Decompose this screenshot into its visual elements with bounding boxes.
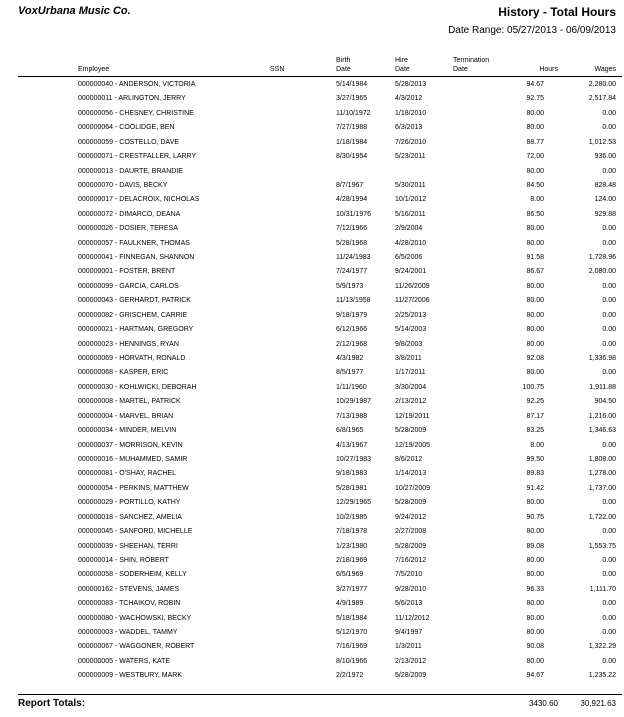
hours-cell: 80.00 [526, 239, 544, 247]
wages-cell: 0.00 [602, 657, 616, 665]
wages-cell: 1,012.53 [588, 138, 616, 146]
employee-cell: 000000081 - O'SHAY, RACHEL [78, 470, 176, 478]
wages-cell: 936.00 [594, 153, 616, 161]
employee-cell: 000000013 - DAURTE, BRANDIE [78, 167, 183, 175]
hire-date-cell: 3/8/2011 [395, 355, 422, 363]
hire-date-cell: 5/30/2011 [395, 181, 426, 189]
birth-date-cell: 7/27/1988 [336, 124, 368, 132]
report-title: History - Total Hours [498, 5, 616, 19]
table-row [0, 540, 624, 554]
employee-cell: 000000067 - WAGGONER, ROBERT [78, 643, 195, 651]
hire-date-cell: 5/6/2013 [395, 600, 423, 608]
hours-cell: 80.00 [526, 528, 544, 536]
birth-date-cell: 7/12/1966 [336, 225, 368, 233]
wages-cell: 0.00 [602, 571, 616, 579]
col-employee: Employee [78, 66, 110, 73]
wages-cell: 0.00 [602, 614, 616, 622]
employee-cell: 000000017 - DELACROIX, NICHOLAS [78, 196, 200, 204]
hours-cell: 80.00 [526, 109, 544, 117]
hours-cell: 80.00 [526, 326, 544, 334]
hire-date-cell: 1/3/2011 [395, 643, 422, 651]
birth-date-cell: 12/29/1965 [336, 499, 372, 507]
hours-cell: 83.25 [526, 427, 544, 435]
table-row [0, 92, 624, 106]
hours-cell: 80.00 [526, 499, 544, 507]
table-row [0, 237, 624, 251]
birth-date-cell: 7/13/1988 [336, 412, 368, 420]
birth-date-cell: 9/18/1983 [336, 470, 368, 478]
employee-cell: 000000029 - PORTILLO, KATHY [78, 499, 181, 507]
hours-cell: 80.00 [526, 225, 544, 233]
header-divider [18, 76, 622, 77]
hire-date-cell: 2/25/2013 [395, 311, 427, 319]
wages-cell: 1,111.70 [589, 585, 616, 593]
hours-cell: 80.00 [526, 600, 544, 608]
table-row [0, 640, 624, 654]
birth-date-cell: 11/10/1972 [336, 109, 371, 117]
hours-cell: 80.00 [526, 629, 544, 637]
hours-cell: 99.50 [526, 455, 544, 463]
report-totals-row [0, 697, 624, 711]
birth-date-cell: 8/5/1977 [336, 369, 364, 377]
table-row [0, 150, 624, 164]
employee-cell: 000000071 - CRESTFALLER, LARRY [78, 153, 197, 161]
wages-cell: 1,737.00 [588, 484, 616, 492]
hire-date-cell: 4/3/2012 [395, 95, 423, 103]
employee-cell: 000000056 - CHESNEY, CHRISTINE [78, 109, 194, 117]
employee-cell: 000000004 - MARVEL, BRIAN [78, 412, 174, 420]
hire-date-cell: 11/12/2012 [395, 614, 430, 622]
wages-cell: 1,322.29 [588, 643, 616, 651]
birth-date-cell: 7/18/1978 [336, 528, 368, 536]
employee-cell: 000000068 - KASPER, ERIC [78, 369, 169, 377]
birth-date-cell: 3/27/1977 [336, 585, 368, 593]
employee-cell: 000000162 - STEVENS, JAMES [78, 585, 180, 593]
birth-date-cell: 10/29/1987 [336, 398, 372, 406]
birth-date-cell: 1/11/1960 [336, 383, 367, 391]
birth-date-cell: 5/18/1984 [336, 614, 368, 622]
table-row [0, 222, 624, 236]
table-row [0, 251, 624, 265]
hire-date-cell: 1/14/2013 [395, 470, 427, 478]
hire-date-cell: 2/27/2008 [395, 528, 427, 536]
wages-cell: 0.00 [602, 124, 616, 132]
table-row [0, 179, 624, 193]
table-row [0, 381, 624, 395]
hours-cell: 91.42 [526, 484, 544, 492]
totals-divider [18, 694, 622, 695]
table-row [0, 136, 624, 150]
hire-date-cell: 9/24/2001 [395, 268, 427, 276]
table-row [0, 107, 624, 121]
employee-cell: 000000018 - SANCHEZ, AMELIA [78, 513, 182, 521]
employee-cell: 000000023 - HENNINGS, RYAN [78, 340, 179, 348]
hire-date-cell: 11/27/2006 [395, 297, 430, 305]
hire-date-cell: 4/28/2010 [395, 239, 427, 247]
employee-cell: 000000026 - DOSIER, TERESA [78, 225, 178, 233]
wages-cell: 0.00 [602, 326, 616, 334]
wages-cell: 0.00 [602, 340, 616, 348]
hours-cell: 80.00 [526, 556, 544, 564]
hours-cell: 80.00 [526, 369, 544, 377]
employee-cell: 000000045 - SANFORD, MICHELLE [78, 528, 193, 536]
col-hire-date-line1: Hire [395, 57, 408, 64]
wages-cell: 1,336.98 [588, 355, 616, 363]
total-hours: 3430.60 [529, 699, 558, 708]
birth-date-cell: 7/24/1977 [336, 268, 368, 276]
hire-date-cell: 2/13/2012 [395, 657, 427, 665]
hours-cell: 86.50 [526, 210, 544, 218]
wages-cell: 0.00 [602, 167, 616, 175]
hours-cell: 89.83 [526, 470, 544, 478]
hire-date-cell: 5/23/2011 [395, 153, 426, 161]
employee-cell: 000000016 - MUHAMMED, SAMIR [78, 455, 188, 463]
birth-date-cell: 2/2/1972 [336, 672, 364, 680]
hours-cell: 94.67 [526, 672, 544, 680]
wages-cell: 0.00 [602, 528, 616, 536]
employee-cell: 000000037 - MORRISON, KEVIN [78, 441, 183, 449]
hire-date-cell: 2/9/2004 [395, 225, 423, 233]
col-hours: Hours [539, 66, 558, 73]
birth-date-cell: 8/7/1967 [336, 181, 364, 189]
hire-date-cell: 11/26/2009 [395, 282, 430, 290]
wages-cell: 0.00 [602, 556, 616, 564]
hours-cell: 80.00 [526, 282, 544, 290]
wages-cell: 0.00 [602, 282, 616, 290]
table-row [0, 338, 624, 352]
birth-date-cell: 4/28/1994 [336, 196, 368, 204]
employee-cell: 000000070 - DAVIS, BECKY [78, 181, 168, 189]
table-row [0, 467, 624, 481]
birth-date-cell: 4/3/1982 [336, 355, 364, 363]
hire-date-cell: 7/26/2010 [395, 138, 427, 146]
employee-cell: 000000039 - SHEEHAN, TERRI [78, 542, 178, 550]
hire-date-cell: 1/18/2010 [395, 109, 427, 117]
birth-date-cell: 5/28/1968 [336, 239, 368, 247]
hours-cell: 80.00 [526, 571, 544, 579]
employee-cell: 000000043 - GERHARDT, PATRICK [78, 297, 191, 305]
hours-cell: 94.67 [526, 81, 544, 88]
hire-date-cell: 5/14/2003 [395, 326, 427, 334]
col-termination-date-line2: Date [453, 66, 468, 73]
wages-cell: 0.00 [602, 239, 616, 247]
company-name: VoxUrbana Music Co. [18, 5, 131, 17]
wages-cell: 0.00 [602, 441, 616, 449]
wages-cell: 1,216.00 [588, 412, 616, 420]
wages-cell: 2,080.00 [588, 268, 616, 276]
table-row [0, 655, 624, 669]
wages-cell: 0.00 [602, 369, 616, 377]
wages-cell: 904.50 [594, 398, 616, 406]
table-row [0, 612, 624, 626]
hire-date-cell: 1/17/2011 [395, 369, 426, 377]
hire-date-cell: 5/28/2009 [395, 499, 427, 507]
hire-date-cell: 9/24/2012 [395, 513, 427, 521]
wages-cell: 124.00 [594, 196, 616, 204]
hours-cell: 100.75 [522, 383, 544, 391]
col-ssn: SSN [270, 66, 285, 73]
table-row [0, 482, 624, 496]
hours-cell: 84.50 [526, 181, 544, 189]
table-row [0, 265, 624, 279]
table-row [0, 410, 624, 424]
table-row [0, 78, 624, 92]
birth-date-cell: 5/12/1970 [336, 629, 368, 637]
birth-date-cell: 11/13/1958 [336, 297, 371, 305]
col-birth-date-line1: Birth [336, 57, 351, 64]
wages-cell: 0.00 [602, 297, 616, 305]
col-birth-date-line2: Date [336, 66, 351, 73]
table-row [0, 439, 624, 453]
employee-cell: 000000008 - MARTEL, PATRICK [78, 398, 181, 406]
hire-date-cell: 5/28/2009 [395, 672, 427, 680]
wages-cell: 0.00 [602, 225, 616, 233]
table-row [0, 280, 624, 294]
hours-cell: 8.00 [530, 196, 544, 204]
hire-date-cell: 7/16/2012 [395, 556, 427, 564]
birth-date-cell: 9/18/1979 [336, 311, 368, 319]
employee-cell: 000000064 - COOLIDGE, BEN [78, 124, 175, 132]
employee-cell: 000000034 - MINDER, MELVIN [78, 427, 177, 435]
wages-cell: 0.00 [602, 109, 616, 117]
col-hire-date-line2: Date [395, 66, 410, 73]
hours-cell: 88.77 [526, 138, 544, 146]
employee-cell: 000000001 - FOSTER, BRENT [78, 268, 176, 276]
hours-cell: 92.25 [526, 398, 544, 406]
table-row [0, 669, 624, 683]
birth-date-cell: 10/2/1985 [336, 513, 368, 521]
wages-cell: 1,346.63 [588, 427, 616, 435]
hours-cell: 87.17 [526, 412, 544, 420]
hire-date-cell: 12/19/2011 [395, 412, 430, 420]
table-row [0, 496, 624, 510]
employee-cell: 000000082 - GRISCHEM, CARRIE [78, 311, 188, 319]
birth-date-cell: 5/14/1984 [336, 81, 368, 88]
birth-date-cell: 5/28/1981 [336, 484, 368, 492]
birth-date-cell: 2/12/1968 [336, 340, 368, 348]
table-row [0, 294, 624, 308]
hire-date-cell: 2/13/2012 [395, 398, 427, 406]
hire-date-cell: 6/5/2006 [395, 254, 423, 262]
wages-cell: 1,278.00 [588, 470, 616, 478]
col-wages: Wages [594, 66, 616, 73]
employee-table [0, 78, 624, 684]
birth-date-cell: 8/10/1966 [336, 657, 368, 665]
table-row [0, 424, 624, 438]
employee-cell: 000000009 - WESTBURY, MARK [78, 672, 183, 680]
hours-cell: 80.00 [526, 124, 544, 132]
hours-cell: 90.08 [526, 643, 544, 651]
employee-cell: 000000040 - ANDERSON, VICTORIA [78, 81, 196, 88]
employee-cell: 000000058 - SODERHEIM, KELLY [78, 571, 187, 579]
employee-cell: 000000083 - TCHAIKOV, ROBIN [78, 600, 181, 608]
birth-date-cell: 8/30/1954 [336, 153, 368, 161]
birth-date-cell: 1/23/1980 [336, 542, 368, 550]
hours-cell: 89.08 [526, 542, 544, 550]
employee-cell: 000000080 - WACHOWSKI, BECKY [78, 614, 192, 622]
table-row [0, 309, 624, 323]
date-range: Date Range: 05/27/2013 - 06/09/2013 [448, 25, 616, 36]
table-row [0, 121, 624, 135]
employee-cell: 000000059 - COSTELLO, DAVE [78, 138, 180, 146]
table-row [0, 453, 624, 467]
hire-date-cell: 9/4/1997 [395, 629, 423, 637]
hire-date-cell: 12/19/2005 [395, 441, 431, 449]
table-row [0, 323, 624, 337]
hours-cell: 80.00 [526, 311, 544, 319]
wages-cell: 2,280.00 [588, 81, 616, 88]
table-row [0, 208, 624, 222]
hours-cell: 96.33 [526, 585, 544, 593]
birth-date-cell: 1/18/1984 [336, 138, 368, 146]
wages-cell: 1,722.00 [588, 513, 616, 521]
hire-date-cell: 6/3/2013 [395, 124, 423, 132]
table-row [0, 165, 624, 179]
hours-cell: 80.00 [526, 167, 544, 175]
table-row [0, 597, 624, 611]
hours-cell: 80.00 [526, 614, 544, 622]
employee-cell: 000000072 - DIMARCO, DEANA [78, 210, 181, 218]
employee-cell: 000000099 - GARCIA, CARLOS [78, 282, 179, 290]
report-totals-label: Report Totals: [18, 698, 86, 709]
hours-cell: 80.00 [526, 297, 544, 305]
employee-cell: 000000003 - WADDEL, TAMMY [78, 629, 178, 637]
hours-cell: 72.00 [526, 153, 544, 161]
employee-cell: 000000011 - ARLINGTON, JERRY [78, 95, 186, 103]
table-row [0, 568, 624, 582]
hire-date-cell: 5/28/2009 [395, 427, 427, 435]
table-row [0, 193, 624, 207]
birth-date-cell: 10/27/1983 [336, 455, 372, 463]
column-header [0, 57, 624, 75]
hire-date-cell: 5/28/2013 [395, 81, 427, 88]
birth-date-cell: 7/16/1969 [336, 643, 368, 651]
employee-cell: 000000069 - HORVATH, RONALD [78, 355, 186, 363]
employee-cell: 000000054 - PERKINS, MATTHEW [78, 484, 189, 492]
birth-date-cell: 6/8/1965 [336, 427, 364, 435]
hours-cell: 80.00 [526, 340, 544, 348]
wages-cell: 1,235.22 [588, 672, 616, 680]
hours-cell: 92.08 [526, 355, 544, 363]
birth-date-cell: 4/9/1989 [336, 600, 364, 608]
birth-date-cell: 11/24/1983 [336, 254, 371, 262]
wages-cell: 1,911.88 [589, 383, 616, 391]
hire-date-cell: 9/8/2003 [395, 340, 423, 348]
employee-cell: 000000014 - SHIN, ROBERT [78, 556, 169, 564]
wages-cell: 0.00 [602, 629, 616, 637]
employee-cell: 000000030 - KOHLWICKI, DEBORAH [78, 383, 197, 391]
table-row [0, 554, 624, 568]
employee-cell: 000000041 - FINNEGAN, SHANNON [78, 254, 195, 262]
hire-date-cell: 7/5/2010 [395, 571, 423, 579]
table-row [0, 366, 624, 380]
hours-cell: 90.75 [526, 513, 544, 521]
table-row [0, 626, 624, 640]
wages-cell: 828.48 [594, 181, 616, 189]
hire-date-cell: 3/30/2004 [395, 383, 427, 391]
col-termination-date-line1: Termination [453, 57, 490, 64]
table-row [0, 525, 624, 539]
birth-date-cell: 10/31/1976 [336, 210, 372, 218]
birth-date-cell: 6/12/1966 [336, 326, 368, 334]
employee-cell: 000000057 - FAULKNER, THOMAS [78, 239, 190, 247]
birth-date-cell: 4/13/1967 [336, 441, 368, 449]
birth-date-cell: 3/27/1965 [336, 95, 368, 103]
hire-date-cell: 5/16/2011 [395, 210, 426, 218]
table-row [0, 583, 624, 597]
wages-cell: 2,517.84 [588, 95, 616, 103]
birth-date-cell: 2/18/1969 [336, 556, 368, 564]
hours-cell: 80.00 [526, 657, 544, 665]
wages-cell: 929.88 [594, 210, 616, 218]
hire-date-cell: 8/6/2012 [395, 455, 423, 463]
birth-date-cell: 5/9/1973 [336, 282, 364, 290]
birth-date-cell: 6/5/1969 [336, 571, 364, 579]
wages-cell: 1,808.00 [588, 455, 616, 463]
hire-date-cell: 9/28/2010 [395, 585, 427, 593]
employee-cell: 000000005 - WATERS, KATE [78, 657, 171, 665]
total-wages: 30,921.63 [580, 699, 616, 708]
hours-cell: 8.00 [530, 441, 544, 449]
hours-cell: 91.58 [526, 254, 544, 262]
table-row [0, 352, 624, 366]
hire-date-cell: 10/1/2012 [395, 196, 427, 204]
employee-cell: 000000021 - HARTMAN, GREGORY [78, 326, 194, 334]
wages-cell: 0.00 [602, 600, 616, 608]
wages-cell: 1,553.75 [588, 542, 616, 550]
hire-date-cell: 5/28/2009 [395, 542, 427, 550]
table-row [0, 511, 624, 525]
hire-date-cell: 10/27/2009 [395, 484, 431, 492]
wages-cell: 1,728.96 [588, 254, 616, 262]
hours-cell: 92.75 [526, 95, 544, 103]
wages-cell: 0.00 [602, 499, 616, 507]
hours-cell: 86.67 [526, 268, 544, 276]
table-row [0, 395, 624, 409]
wages-cell: 0.00 [602, 311, 616, 319]
